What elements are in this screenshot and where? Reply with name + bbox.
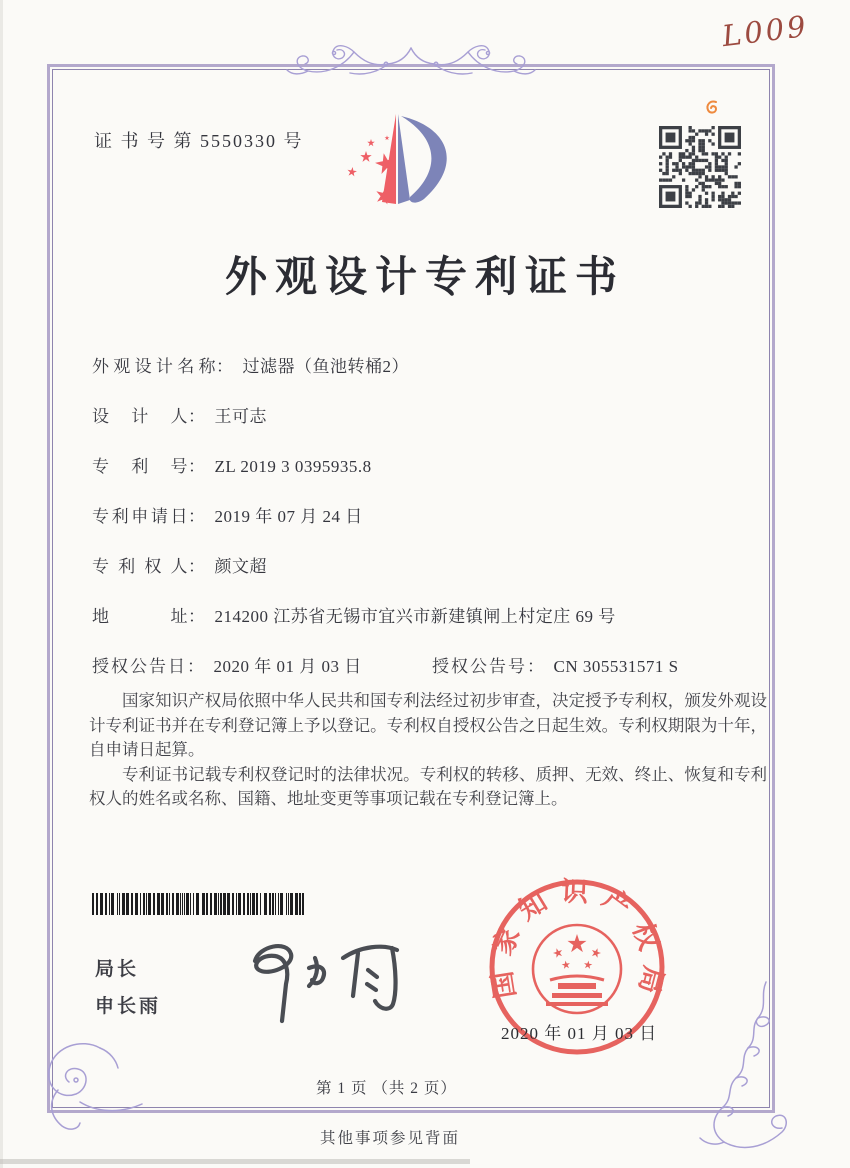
- field-designer: [92, 402, 782, 452]
- field-label: 专利号: [92, 457, 188, 476]
- field-label: 专利权人: [92, 557, 188, 576]
- back-side-note: 其他事项参见背面: [320, 1130, 461, 1147]
- seal-date: 2020 年 01 月 03 日: [501, 1024, 658, 1043]
- field-label: 专利申请日: [92, 507, 188, 526]
- field-colon: ：: [188, 607, 206, 626]
- scan-edge-bottom: [0, 1159, 470, 1164]
- field-label: 设计人: [92, 407, 188, 426]
- field-value: 2019 年 07 月 24 日: [214, 507, 363, 526]
- field-colon: ：: [188, 507, 206, 526]
- field-label: 地址: [92, 607, 188, 626]
- cnipa-logo-icon: [340, 111, 475, 218]
- field-colon: ：: [188, 457, 206, 476]
- field-filing-date: [92, 502, 782, 552]
- field-patentee: [92, 552, 782, 602]
- field-value: ZL 2019 3 0395935.8: [214, 457, 372, 476]
- field-value: 颜文超: [214, 557, 267, 576]
- logo-spike-blue: [398, 114, 410, 204]
- field-grant-number: [432, 652, 679, 677]
- field-colon: ：: [187, 657, 205, 676]
- field-value: 214200 江苏省无锡市宜兴市新建镇闸上村定庄 69 号: [214, 607, 616, 626]
- seal-national-emblem: [533, 925, 621, 1013]
- page-number: 第 1 页 （共 2 页）: [316, 1080, 457, 1097]
- grant-date-value: 2020 年 01 月 03 日: [213, 657, 362, 676]
- barcode: [92, 893, 308, 915]
- field-address: [92, 602, 782, 652]
- qr-code: [659, 126, 741, 208]
- grant-number-label: 授权公告号: [432, 657, 527, 676]
- certificate-number: 证 书 号 第 5550330 号: [94, 131, 304, 151]
- commissioner-block: [95, 951, 161, 1025]
- field-patent-number: [92, 452, 782, 502]
- legal-text: [89, 689, 767, 812]
- grant-date-label: 授权公告日: [92, 657, 187, 676]
- field-design-name: [92, 352, 782, 402]
- field-colon: ：: [216, 357, 234, 376]
- border-flourish-top-center: [286, 40, 536, 86]
- grant-number-value: CN 305531571 S: [553, 657, 679, 676]
- commissioner-name: 申长雨: [95, 996, 162, 1017]
- commissioner-signature: [225, 916, 420, 1028]
- field-value: 过滤器（鱼池转桶2）: [242, 357, 409, 376]
- field-value: 王可志: [214, 407, 267, 426]
- border-flourish-bottom-left: [36, 1040, 144, 1132]
- certificate-fields: [92, 352, 782, 702]
- certificate-title: 外观设计专利证书: [224, 255, 625, 301]
- field-label: 外观设计名称: [92, 357, 216, 376]
- ink-mark-icon: [704, 99, 722, 117]
- scan-edge-left: [0, 0, 3, 1168]
- legal-paragraph-2: 专利证书记载专利权登记时的法律状况。专利权的转移、质押、无效、终止、恢复和专利权人的姓名或名称、国籍、地址变更等事项记载在专利登记簿上。: [89, 764, 767, 808]
- legal-paragraph-1: 国家知识产权局依照中华人民共和国专利法经过初步审查，决定授予专利权，颁发外观设计专利证书并在专利登记簿上予以登记。专利权自授权公告之日起生效。专利权期限为十年，自申请日起算。: [89, 691, 767, 759]
- border-flourish-bottom-right: [698, 980, 792, 1158]
- field-colon: ：: [188, 407, 206, 426]
- commissioner-title: 局长: [95, 959, 140, 980]
- seal-arc-text: 国家知识产权局: [485, 876, 670, 1009]
- handwritten-note: L009: [720, 8, 811, 54]
- field-colon: ：: [527, 657, 545, 676]
- field-colon: ：: [188, 557, 206, 576]
